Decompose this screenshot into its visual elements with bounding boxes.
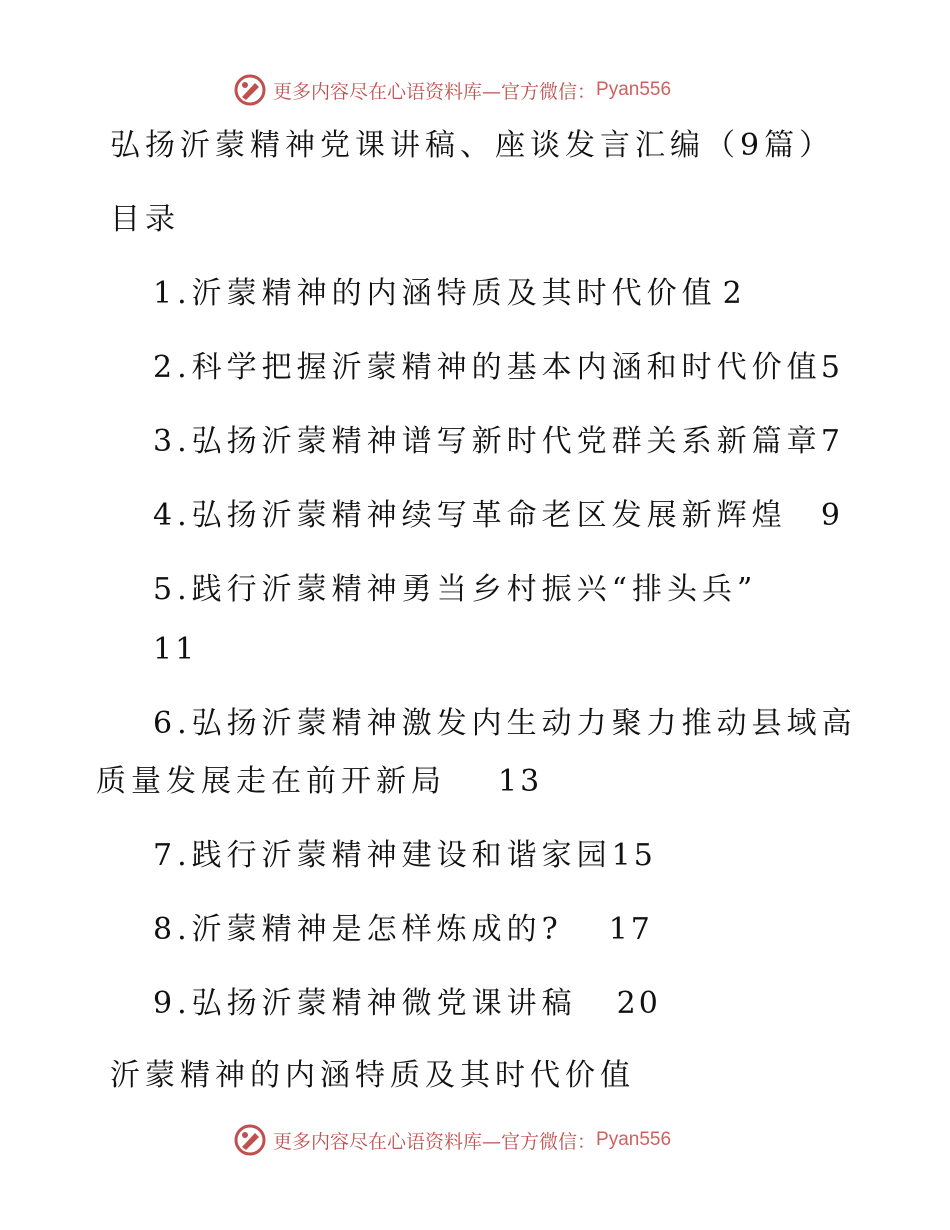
toc-item-label: 4.弘扬沂蒙精神续写革命老区发展新辉煌: [153, 498, 787, 533]
toc-item-3[interactable]: [153, 422, 843, 462]
toc-item-label: 6.弘扬沂蒙精神激发内生动力聚力推动县域高: [153, 706, 857, 741]
footer-banner: [233, 1122, 671, 1158]
toc-item-label: 质量发展走在前开新局: [96, 764, 446, 799]
toc-item-page: 7: [820, 424, 843, 459]
toc-item-page: 2: [722, 276, 745, 311]
toc-item-label: 5.践行沂蒙精神勇当乡村振兴“排头兵”: [153, 572, 758, 607]
toc-item-2[interactable]: [153, 348, 843, 388]
toc-item-page: 13: [498, 764, 543, 799]
toc-item-label: 1.沂蒙精神的内涵特质及其时代价值: [153, 276, 717, 311]
toc-item-7[interactable]: [153, 836, 656, 876]
toc-heading: 目录: [110, 202, 180, 237]
banner-text: 更多内容尽在心语资料库—官方微信：: [273, 80, 597, 103]
brand-logo-icon: [233, 73, 267, 107]
document-title: 弘扬沂蒙精神党课讲稿、座谈发言汇编（9篇）: [110, 128, 835, 163]
banner-wechat-id: Pyan556: [596, 79, 672, 100]
toc-item-label: 8.沂蒙精神是怎样炼成的?: [153, 912, 563, 947]
toc-item-5[interactable]: [153, 570, 757, 610]
toc-item-page: 17: [608, 912, 653, 947]
toc-item-8[interactable]: [153, 910, 653, 950]
toc-item-label: 9.弘扬沂蒙精神微党课讲稿: [153, 986, 577, 1021]
toc-item-label: 3.弘扬沂蒙精神谱写新时代党群关系新篇章: [153, 424, 822, 459]
toc-item-1[interactable]: [153, 274, 745, 314]
toc-item-page: 20: [616, 986, 661, 1021]
toc-item-9[interactable]: [153, 984, 661, 1024]
toc-item-6-continued[interactable]: [96, 762, 542, 802]
toc-item-label: 7.践行沂蒙精神建设和谐家园: [153, 838, 612, 873]
section-heading: 沂蒙精神的内涵特质及其时代价值: [110, 1058, 635, 1093]
banner-wechat-id: Pyan556: [596, 1129, 672, 1150]
toc-item-4[interactable]: [153, 496, 843, 536]
toc-item-page: 5: [820, 350, 843, 385]
toc-item-page: 15: [611, 838, 656, 873]
toc-item-label: 2.科学把握沂蒙精神的基本内涵和时代价值: [153, 350, 822, 385]
header-banner: [233, 72, 671, 108]
banner-text: 更多内容尽在心语资料库—官方微信：: [273, 1130, 597, 1153]
toc-item-6[interactable]: [153, 704, 857, 744]
brand-logo-icon: [233, 1123, 267, 1157]
toc-item-page: 11: [153, 632, 198, 667]
toc-item-page: 9: [820, 498, 843, 533]
